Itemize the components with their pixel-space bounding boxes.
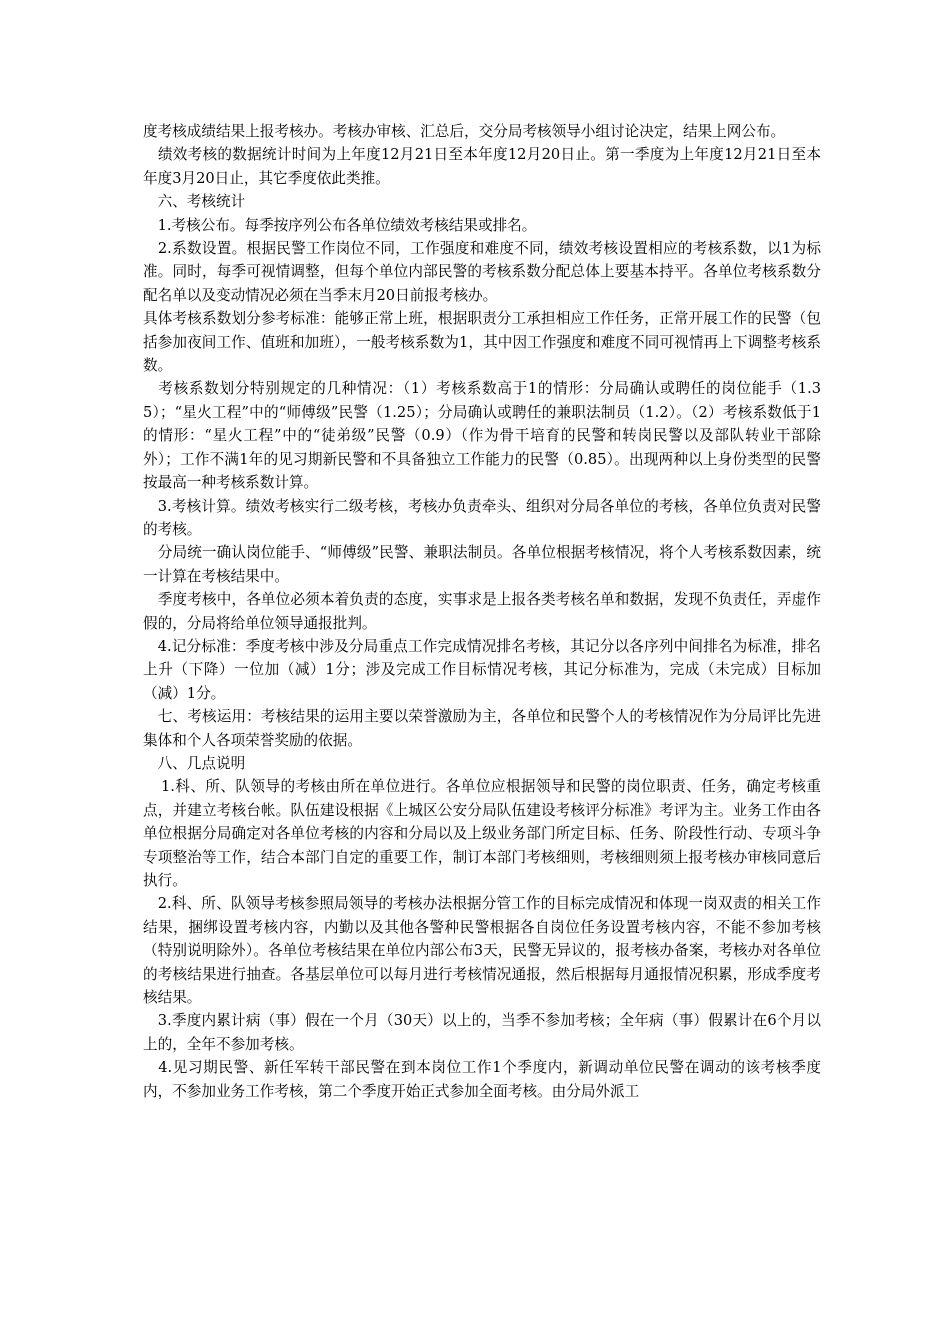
section-heading: 六、考核统计 [143,193,246,211]
paragraph: 季度考核中，各单位必须本着负责的态度，实事求是上报各类考核名单和数据，发现不负责任，弄虚作假的，分局将给单位领导通报批判。 [143,591,821,632]
section-heading: 八、几点说明 [143,754,246,772]
paragraph: 4.见习期民警、新任军转干部民警在到本岗位工作1个季度内，新调动单位民警在调动的该考核季度内，不参加业务工作考核，第二个季度开始正式参加全面考核。由分局外派工 [143,1059,821,1100]
paragraph: 度考核成绩结果上报考核办。考核办审核、汇总后，交分局考核领导小组讨论决定，结果上网公布。 [143,123,786,140]
paragraph: 绩效考核的数据统计时间为上年度12月21日至本年度12月20日止。第一季度为上年度12月21日至本年度3月20日止，其它季度依此类推。 [143,146,821,187]
paragraph: 1.考核公布。每季按序列公布各单位绩效考核结果或排名。 [143,216,537,234]
section-heading: 七、考核运用：考核结果的运用主要以荣誉激励为主，各单位和民警个人的考核情况作为分局评比先进集体和个人各项荣誉奖励的依据。 [143,708,821,749]
paragraph: 分局统一确认岗位能手、“师傅级”民警、兼职法制员。各单位根据考核情况，将个人考核系数因素，统一计算在考核结果中。 [143,544,821,585]
paragraph: 3.季度内累计病（事）假在一个月（30天）以上的，当季不参加考核；全年病（事）假累计在6个月以上的，全年不参加考核。 [143,1012,821,1053]
paragraph: 3.考核计算。绩效考核实行二级考核，考核办负责牵头、组织对分局各单位的考核，各单位负责对民警的考核。 [143,497,821,538]
paragraph: 2.科、所、队领导考核参照局领导的考核办法根据分管工作的目标完成情况和体现一岗双责的相关工作结果，捆绑设置考核内容，内勤以及其他各警种民警根据各自岗位任务设置考核内容，不能不参加考核（特别说明除外）。各单位考核结果在单位内部公布3天，民警无异议的，报考核办备案，考核办对各单位的考核结果进行抽查。各基层单位可以每月进行考核情况通报，然后根据每月通报情况积累，形成季度考核结果。 [143,895,821,1007]
paragraph: 1.科、所、队领导的考核由所在单位进行。各单位应根据领导和民警的岗位职责、任务，确定考核重点，并建立考核台帐。队伍建设根据《上城区公安分局队伍建设考核评分标准》考评为主。业务工作由各单位根据分局确定对各单位考核的内容和分局以及上级业务部门所定目标、任务、阶段性行动、专项斗争专项整治等工作，结合本部门自定的重要工作，制订本部门考核细则，考核细则须上报考核办审核同意后执行。 [143,778,821,889]
paragraph: 具体考核系数划分参考标准：能够正常上班，根据职责分工承担相应工作任务，正常开展工作的民警（包括参加夜间工作、值班和加班），一般考核系数为1，其中因工作强度和难度不同可视情再上下调整考核系数。 [143,310,821,375]
paragraph: 4.记分标准：季度考核中涉及分局重点工作完成情况排名考核，其记分以各序列中间排名为标准，排名上升（下降）一位加（减）1分；涉及完成工作目标情况考核，其记分标准为，完成（未完成）目标加（减）1分。 [143,637,821,702]
paragraph: 考核系数划分特别规定的几种情况：（1）考核系数高于1的情形：分局确认或聘任的岗位能手（1.35）；“星火工程”中的“师傅级”民警（1.25）；分局确认或聘任的兼职法制员（1.2）。（2）考核系数低于1的情形：“星火工程”中的“徒弟级”民警（0.9）（作为骨干培育的民警和转岗民警以及部队转业干部除外）；工作不满1年的见习期新民警和不具备独立工作能力的民警（0.85）。出现两种以上身份类型的民警按最高一种考核系数计算。 [143,380,821,492]
paragraph: 2.系数设置。根据民警工作岗位不同，工作强度和难度不同，绩效考核设置相应的考核系数，以1为标准。同时，每季可视情调整，但每个单位内部民警的考核系数分配总体上要基本持平。各单位考核系数分配名单以及变动情况必须在当季末月20日前报考核办。 [143,240,821,304]
document-page [143,120,821,1103]
